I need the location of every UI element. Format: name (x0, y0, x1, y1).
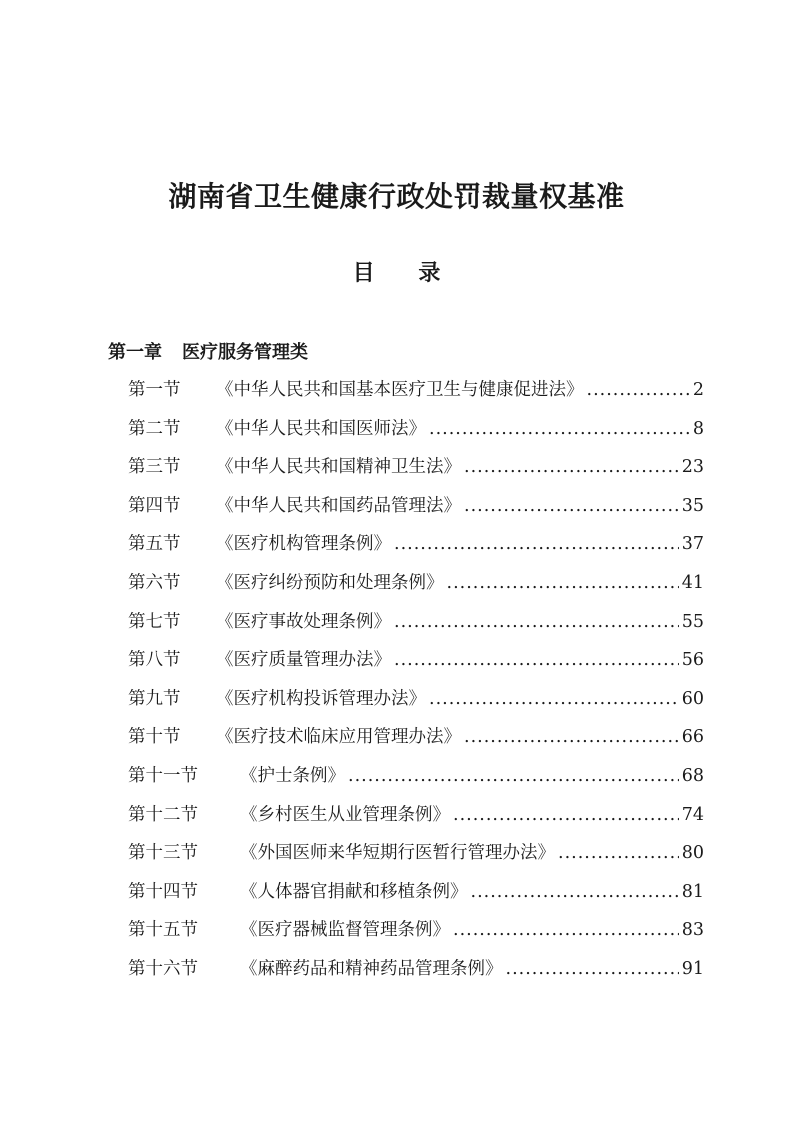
toc-page-number: 41 (681, 572, 704, 593)
toc-section-label: 第七节 (128, 611, 181, 632)
toc-entry[interactable] (128, 913, 704, 952)
toc-page-number: 23 (681, 457, 704, 478)
toc-page-number: 80 (681, 843, 704, 864)
toc-list (128, 373, 704, 991)
toc-page-number: 83 (681, 920, 704, 941)
toc-dot-leader (394, 643, 679, 677)
toc-section-title: 《医疗技术临床应用管理办法》 (216, 727, 461, 748)
toc-dot-leader (429, 682, 679, 716)
toc-page-number: 55 (681, 611, 704, 632)
toc-section-label: 第三节 (128, 457, 181, 478)
toc-section-label: 第十一节 (128, 765, 198, 786)
toc-entry[interactable] (128, 643, 704, 682)
toc-dot-leader (453, 913, 679, 947)
toc-dot-leader (506, 952, 679, 986)
toc-page-number: 91 (681, 958, 704, 979)
toc-entry[interactable] (128, 527, 704, 566)
toc-section-title: 《医疗纠纷预防和处理条例》 (216, 572, 444, 593)
toc-section-label: 第十二节 (128, 804, 198, 825)
toc-page-number: 81 (681, 881, 704, 902)
toc-heading: 目 录 (352, 261, 459, 286)
toc-entry[interactable] (128, 952, 704, 991)
toc-page-number: 66 (681, 727, 704, 748)
toc-dot-leader (429, 412, 690, 446)
toc-dot-leader (453, 798, 679, 832)
toc-section-title: 《医疗机构投诉管理办法》 (216, 688, 426, 709)
toc-section-title: 《医疗事故处理条例》 (216, 611, 391, 632)
toc-dot-leader (464, 489, 679, 523)
toc-section-title: 《中华人民共和国药品管理法》 (216, 495, 461, 516)
toc-dot-leader (558, 836, 679, 870)
toc-section-title: 《医疗质量管理办法》 (216, 650, 391, 671)
toc-dot-leader (394, 527, 679, 561)
toc-section-title: 《中华人民共和国精神卫生法》 (216, 457, 461, 478)
toc-entry[interactable] (128, 373, 704, 412)
toc-dot-leader (394, 605, 679, 639)
toc-entry[interactable] (128, 605, 704, 644)
toc-page-number: 74 (681, 804, 704, 825)
toc-dot-leader (464, 450, 679, 484)
toc-section-label: 第十节 (128, 727, 181, 748)
toc-page-number: 37 (681, 534, 704, 555)
toc-section-label: 第十三节 (128, 843, 198, 864)
toc-section-title: 《护士条例》 (240, 765, 345, 786)
toc-section-label: 第五节 (128, 534, 181, 555)
document-title: 湖南省卫生健康行政处罚裁量权基准 (168, 179, 625, 213)
toc-page-number: 8 (692, 418, 704, 439)
toc-section-label: 第四节 (128, 495, 181, 516)
toc-section-title: 《中华人民共和国医师法》 (216, 418, 426, 439)
chapter-name: 医疗服务管理类 (182, 342, 308, 363)
toc-page-number: 60 (681, 688, 704, 709)
toc-entry[interactable] (128, 682, 704, 721)
toc-entry[interactable] (128, 450, 704, 489)
toc-entry[interactable] (128, 412, 704, 451)
toc-section-label: 第八节 (128, 650, 181, 671)
toc-dot-leader (471, 875, 679, 909)
toc-section-label: 第十五节 (128, 920, 198, 941)
toc-entry[interactable] (128, 875, 704, 914)
toc-section-title: 《中华人民共和国基本医疗卫生与健康促进法》 (216, 380, 584, 400)
toc-dot-leader (587, 373, 690, 407)
toc-entry[interactable] (128, 759, 704, 798)
toc-entry[interactable] (128, 836, 704, 875)
toc-dot-leader (464, 720, 679, 754)
toc-page-number: 35 (681, 495, 704, 516)
chapter-number: 第一章 (108, 342, 162, 363)
toc-dot-leader (447, 566, 679, 600)
toc-page-number: 56 (681, 650, 704, 671)
toc-section-label: 第十四节 (128, 881, 198, 902)
toc-page-number: 68 (681, 765, 704, 786)
toc-section-label: 第十六节 (128, 958, 198, 979)
toc-section-label: 第六节 (128, 572, 181, 593)
toc-section-title: 《人体器官捐献和移植条例》 (240, 881, 468, 902)
toc-entry[interactable] (128, 798, 704, 837)
toc-section-title: 《麻醉药品和精神药品管理条例》 (240, 958, 503, 979)
toc-section-title: 《医疗器械监督管理条例》 (240, 920, 450, 941)
toc-section-label: 第一节 (128, 380, 181, 400)
toc-entry[interactable] (128, 720, 704, 759)
toc-entry[interactable] (128, 489, 704, 528)
toc-dot-leader (348, 759, 679, 793)
toc-section-title: 《乡村医生从业管理条例》 (240, 804, 450, 825)
chapter-heading (108, 339, 308, 367)
toc-section-label: 第九节 (128, 688, 181, 709)
toc-entry[interactable] (128, 566, 704, 605)
toc-section-label: 第二节 (128, 418, 181, 439)
toc-section-title: 《医疗机构管理条例》 (216, 534, 391, 555)
toc-section-title: 《外国医师来华短期行医暂行管理办法》 (240, 843, 555, 864)
toc-page-number: 2 (692, 380, 704, 400)
